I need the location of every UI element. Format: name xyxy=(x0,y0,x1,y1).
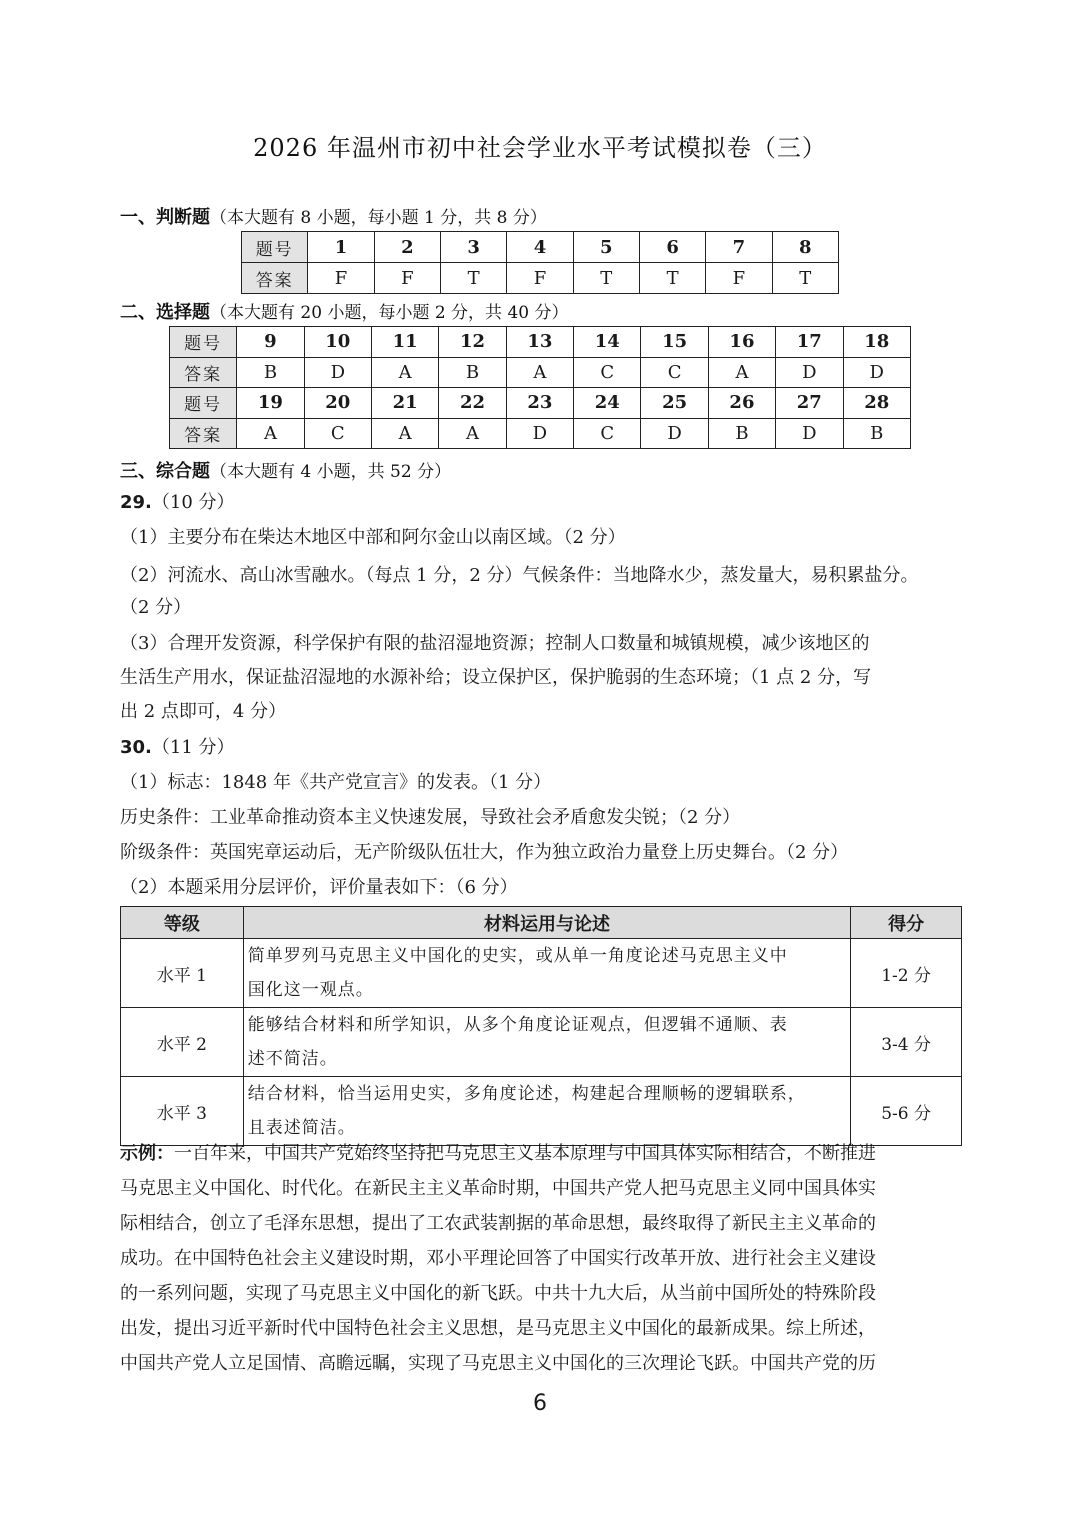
question-number: 29. xyxy=(120,492,152,513)
table-row xyxy=(170,327,911,358)
answer-cell: A xyxy=(371,418,438,449)
header-cell: 答案 xyxy=(170,357,237,388)
answer-cell: F xyxy=(706,263,772,294)
description-line: 述不简洁。 xyxy=(247,1049,338,1069)
answer-line: （1）主要分布在柴达木地区中部和阿尔金山以南区域。（2 分） xyxy=(120,527,626,548)
description-line: 结合材料，恰当运用史实，多角度论述，构建起合理顺畅的逻辑联系， xyxy=(247,1084,806,1104)
question-number-cell: 10 xyxy=(304,327,371,358)
question-30-heading xyxy=(120,731,962,766)
header-cell: 答案 xyxy=(170,418,237,449)
example-line: 出发，提出习近平新时代中国特色社会主义思想，是马克思主义中国化的最新成果。综上所述， xyxy=(120,1318,876,1339)
answer-cell: D xyxy=(304,357,371,388)
question-number-cell: 5 xyxy=(573,232,639,263)
score-cell: 5-6 分 xyxy=(851,1077,962,1146)
page-title: 2026 年温州市初中社会学业水平考试模拟卷（三） xyxy=(253,134,827,162)
question-number-cell: 17 xyxy=(776,327,843,358)
level-cell: 水平 3 xyxy=(121,1077,244,1146)
question-number-cell: 28 xyxy=(843,388,911,419)
answer-cell: F xyxy=(308,263,374,294)
example-first-line xyxy=(120,1137,962,1172)
answer-cell: A xyxy=(237,418,304,449)
question-number-cell: 22 xyxy=(439,388,506,419)
description-cell xyxy=(243,1008,851,1077)
judgement-answer-table xyxy=(241,231,839,294)
table-row xyxy=(242,232,839,263)
level-cell: 水平 2 xyxy=(121,1008,244,1077)
question-number-cell: 15 xyxy=(641,327,708,358)
example-label: 示例： xyxy=(120,1143,174,1164)
question-number-cell: 12 xyxy=(439,327,506,358)
answer-cell: C xyxy=(574,357,641,388)
page-number: 6 xyxy=(533,1391,547,1416)
answer-cell: D xyxy=(641,418,708,449)
answer-cell: A xyxy=(371,357,438,388)
question-number-cell: 3 xyxy=(441,232,507,263)
question-number-cell: 27 xyxy=(776,388,843,419)
answer-cell: D xyxy=(776,357,843,388)
answer-cell: C xyxy=(574,418,641,449)
answer-cell: T xyxy=(573,263,639,294)
answer-line: 生活生产用水，保证盐沼湿地的水源补给；设立保护区，保护脆弱的生态环境；（1 点 2 分，写 xyxy=(120,667,872,688)
answer-cell: F xyxy=(507,263,573,294)
choice-answer-table xyxy=(169,326,911,449)
answer-line: （1）标志：1848 年《共产党宣言》的发表。（1 分） xyxy=(120,772,552,793)
example-line: 成功。在中国特色社会主义建设时期，邓小平理论回答了中国实行改革开放、进行社会主义建设 xyxy=(120,1248,876,1269)
column-header: 得分 xyxy=(851,907,962,939)
answer-line: （2）河流水、高山冰雪融水。（每点 1 分，2 分）气候条件：当地降水少，蒸发量大，易积累盐分。 xyxy=(120,565,919,586)
question-number-cell: 9 xyxy=(237,327,304,358)
section-2-heading xyxy=(120,298,569,324)
answer-cell: A xyxy=(439,418,506,449)
example-line: 的一系列问题，实现了马克思主义中国化的新飞跃。中共十九大后，从当前中国所处的特殊阶段 xyxy=(120,1283,876,1304)
table-row xyxy=(121,1077,962,1146)
question-number-cell: 23 xyxy=(506,388,573,419)
question-number-cell: 21 xyxy=(371,388,438,419)
rubric-table xyxy=(120,906,962,1146)
answer-line: 历史条件：工业革命推动资本主义快速发展，导致社会矛盾愈发尖锐；（2 分） xyxy=(120,807,741,828)
answer-cell: F xyxy=(374,263,440,294)
answer-cell: B xyxy=(708,418,775,449)
table-row xyxy=(170,418,911,449)
header-cell: 答案 xyxy=(242,263,308,294)
question-number-cell: 7 xyxy=(706,232,772,263)
description-line: 简单罗列马克思主义中国化的史实，或从单一角度论述马克思主义中 xyxy=(247,946,788,966)
header-cell: 题号 xyxy=(170,327,237,358)
example-line: 际相结合，创立了毛泽东思想，提出了工农武装割据的革命思想，最终取得了新民主主义革命的 xyxy=(120,1213,876,1234)
answer-cell: D xyxy=(506,418,573,449)
description-line: 且表述简洁。 xyxy=(247,1118,356,1138)
question-29-heading xyxy=(120,486,962,521)
question-number-cell: 11 xyxy=(371,327,438,358)
answer-cell: B xyxy=(439,357,506,388)
section-3-note: （本大题有 4 小题，共 52 分） xyxy=(210,462,452,482)
section-3-title: 三、综合题 xyxy=(120,461,210,482)
answer-cell: A xyxy=(506,357,573,388)
question-number: 30. xyxy=(120,737,152,758)
answer-cell: C xyxy=(304,418,371,449)
section-3-heading xyxy=(120,457,451,483)
question-number-cell: 18 xyxy=(843,327,911,358)
answer-line: （2 分） xyxy=(120,597,192,618)
answer-line: 出 2 点即可，4 分） xyxy=(120,701,287,722)
description-line: 能够结合材料和所学知识，从多个角度论证观点，但逻辑不通顺、表 xyxy=(247,1015,788,1035)
table-row xyxy=(170,357,911,388)
description-cell xyxy=(243,939,851,1008)
answer-cell: A xyxy=(708,357,775,388)
question-number-cell: 25 xyxy=(641,388,708,419)
question-score: （11 分） xyxy=(151,737,235,758)
question-number-cell: 6 xyxy=(639,232,705,263)
example-line: 马克思主义中国化、时代化。在新民主主义革命时期，中国共产党人把马克思主义同中国具体实 xyxy=(120,1178,876,1199)
answer-cell: T xyxy=(772,263,838,294)
answer-line: （3）合理开发资源，科学保护有限的盐沼湿地资源；控制人口数量和城镇规模，减少该地区的 xyxy=(120,633,870,654)
section-1-title: 一、判断题 xyxy=(120,207,210,228)
table-row xyxy=(121,939,962,1008)
example-text: 一百年来，中国共产党始终坚持把马克思主义基本原理与中国具体实际相结合，不断推进 xyxy=(174,1143,876,1164)
column-header: 材料运用与论述 xyxy=(243,907,851,939)
question-number-cell: 2 xyxy=(374,232,440,263)
question-number-cell: 20 xyxy=(304,388,371,419)
section-1-note: （本大题有 8 小题，每小题 1 分，共 8 分） xyxy=(210,208,547,228)
answer-cell: C xyxy=(641,357,708,388)
section-2-note: （本大题有 20 小题，每小题 2 分，共 40 分） xyxy=(210,303,569,323)
answer-cell: T xyxy=(639,263,705,294)
header-cell: 题号 xyxy=(170,388,237,419)
question-number-cell: 26 xyxy=(708,388,775,419)
table-row xyxy=(121,1008,962,1077)
column-header: 等级 xyxy=(121,907,244,939)
question-number-cell: 8 xyxy=(772,232,838,263)
question-score: （10 分） xyxy=(151,492,235,513)
table-row xyxy=(170,388,911,419)
answer-cell: B xyxy=(237,357,304,388)
question-number-cell: 4 xyxy=(507,232,573,263)
score-cell: 3-4 分 xyxy=(851,1008,962,1077)
question-number-cell: 1 xyxy=(308,232,374,263)
header-cell: 题号 xyxy=(242,232,308,263)
question-number-cell: 24 xyxy=(574,388,641,419)
example-line: 中国共产党人立足国情、高瞻远瞩，实现了马克思主义中国化的三次理论飞跃。中国共产党的历 xyxy=(120,1353,876,1374)
level-cell: 水平 1 xyxy=(121,939,244,1008)
section-1-heading xyxy=(120,203,547,229)
answer-line: （2）本题采用分层评价，评价量表如下：（6 分） xyxy=(120,877,518,898)
question-number-cell: 19 xyxy=(237,388,304,419)
question-number-cell: 16 xyxy=(708,327,775,358)
table-header-row xyxy=(121,907,962,939)
question-number-cell: 13 xyxy=(506,327,573,358)
answer-cell: D xyxy=(843,357,911,388)
answer-cell: T xyxy=(441,263,507,294)
question-number-cell: 14 xyxy=(574,327,641,358)
section-2-title: 二、选择题 xyxy=(120,302,210,323)
answer-line: 阶级条件：英国宪章运动后，无产阶级队伍壮大，作为独立政治力量登上历史舞台。（2 分） xyxy=(120,842,849,863)
table-row xyxy=(242,263,839,294)
description-cell xyxy=(243,1077,851,1146)
description-line: 国化这一观点。 xyxy=(247,980,374,1000)
answer-cell: D xyxy=(776,418,843,449)
answer-cell: B xyxy=(843,418,911,449)
score-cell: 1-2 分 xyxy=(851,939,962,1008)
